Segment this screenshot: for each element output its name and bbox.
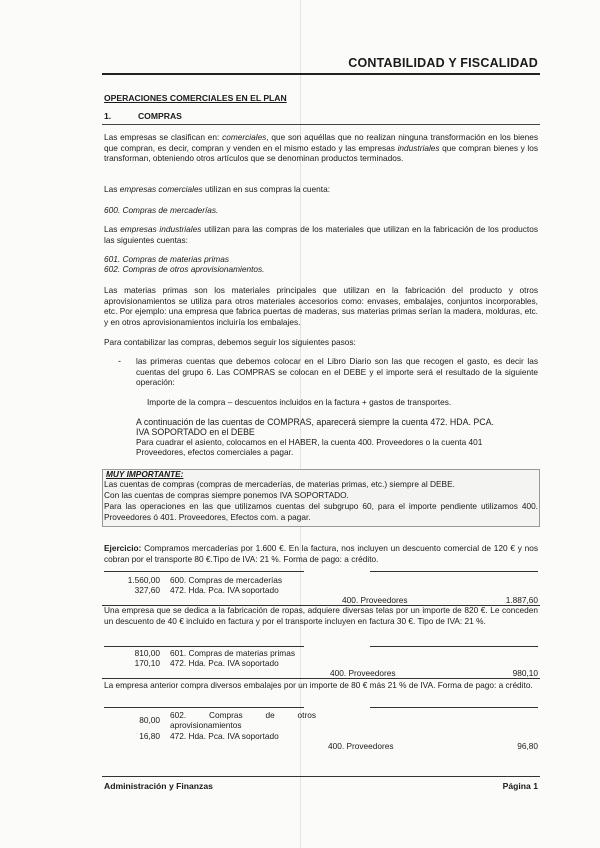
- intro-paragraph-3: Las empresas industriales utilizan para las compras de los materiales que utilizan en la fabricación de los productos las siguientes cuentas:: [104, 224, 539, 245]
- entry2-debit1-amount: 810,00: [134, 648, 160, 658]
- entry2-credit-account: 400. Proveedores: [330, 668, 396, 678]
- entry3-credit-account: 400. Proveedores: [328, 741, 394, 751]
- account-600: 600. Compras de mercaderías.: [104, 205, 219, 215]
- entry2-debit2-amount: 170,10: [134, 658, 160, 668]
- important-line-2: Con las cuentas de compras siempre ponemos IVA SOPORTADO.: [104, 490, 349, 500]
- intro-paragraph-5: Para contabilizar las compras, debemos seguir los siguientes pasos:: [104, 337, 356, 347]
- step-3-line-2: Proveedores, efectos comerciales a pagar.: [136, 447, 294, 457]
- intro-paragraph-1: Las empresas se clasifican en: comerciales, que son aquéllas que no realizan ninguna transformación en los bienes que compran, es decir, compran y venden en el mismo estado y las empresas industriales que compran bienes y los transforman, obteniendo otros artículos que se denominan productos terminados.: [104, 132, 538, 164]
- subsection-title: [104, 111, 182, 121]
- step-3-line-1: Para cuadrar el asiento, colocamos en el HABER, la cuenta 400. Proveedores o la cuenta 401: [136, 437, 483, 447]
- subsection-number: 1.: [104, 111, 112, 121]
- footer-page-number: Página 1: [502, 781, 538, 791]
- step-bullet: -: [118, 356, 121, 366]
- intro-paragraph-2: Las empresas comerciales utilizan en sus compras la cuenta:: [104, 184, 330, 194]
- entry2-credit-amount: 980,10: [512, 668, 538, 678]
- entry1-debit2-account: 472. Hda. Pca. IVA soportado: [170, 585, 279, 595]
- entry3-debit1-account-line-2: aprovisionamientos: [170, 720, 242, 730]
- account-601: 601. Compras de materias primas: [104, 254, 229, 264]
- entry1-debit1-account: 600. Compras de mercaderías: [170, 575, 283, 585]
- intro-paragraph-4: Las materias primas son los materiales principales que utilizan en la fabricación del producto y otros aprovisionamientos se utiliza para otros materiales accesorios como: envases, embalajes, conjuntos incorporables, etc. Por ejemplo: una empresa que fabrica puertas de maderas, sus materias primas serían la madera, molduras, etc. y en otros aprovisionamientos incluiría los embalajes.: [104, 285, 538, 327]
- exercise-statement: Ejercicio: Compramos mercaderías por 1.600 €. En la factura, nos incluyen un descuento comercial de 120 € y nos cobran por el transporte 80 €.Tipo de IVA: 21 %. Forma de pago: a crédito.: [104, 543, 538, 564]
- entry1-credit-amount: 1.887,60: [505, 595, 538, 605]
- entry1-debit2-amount: 327,60: [134, 585, 160, 595]
- footer-left: Administración y Finanzas: [104, 781, 213, 791]
- section-title: OPERACIONES COMERCIALES EN EL PLAN: [104, 93, 287, 103]
- journal-rule-3-left: [104, 707, 304, 708]
- entry2-debit2-account: 472. Hda. Pca. IVA soportado: [170, 658, 279, 668]
- journal-rule-2-left: [104, 646, 304, 647]
- step-2-line-2: IVA SOPORTADO en el DEBE: [136, 427, 255, 437]
- important-line-1: Las cuentas de compras (compras de mercaderías, de materias primas, etc.) siempre al DEBE.: [104, 479, 455, 489]
- step-2-line-1: A continuación de las cuentas de COMPRAS, aparecerá siempre la cuenta 472. HDA. PCA.: [136, 417, 494, 427]
- entry1-debit1-amount: 1.560,00: [127, 575, 160, 585]
- journal-rule-2-right: [370, 646, 538, 647]
- entry3-debit1-account: 602. Compras de otros: [170, 710, 316, 720]
- journal-rule-1-right: [370, 571, 538, 572]
- journal-rule-1-left: [104, 571, 304, 572]
- entry1-credit-account: 400. Proveedores: [342, 595, 408, 605]
- account-602: 602. Compras de otros aprovisionamientos.: [104, 264, 265, 274]
- important-title: MUY IMPORTANTE:: [106, 469, 184, 479]
- important-line-3: Para las operaciones en las que utilizamos cuentas del subgrupo 60, para el importe pendiente utilizamos 400. Proveedores ó 401. Proveedores, Efectos com. a pagar.: [104, 501, 538, 522]
- step-1: las primeras cuentas que debemos colocar en el Libro Diario son las que recogen el gasto, es decir las cuentas del grupo 6. Las COMPRAS se colocan en el DEBE y el importe será el resultado de la siguiente operación:: [136, 356, 538, 388]
- entry3-debit2-amount: 16,80: [139, 731, 160, 741]
- entry2-debit1-account: 601. Compras de materias primas: [170, 648, 295, 658]
- step-formula: Importe de la compra – descuentos incluidos en la factura + gastos de transportes.: [147, 397, 452, 407]
- footer-rule: [102, 776, 540, 777]
- entry3-debit1-amount: 80,00: [139, 715, 160, 725]
- header-title: CONTABILIDAD Y FISCALIDAD: [348, 56, 538, 70]
- subsection-label: COMPRAS: [137, 111, 182, 121]
- subsection-rule: [102, 124, 540, 125]
- exercise-2-statement: Una empresa que se dedica a la fabricación de ropas, adquiere diversas telas por un importe de 820 €. Le conceden un descuento de 40 € incluido en factura y por el transporte incluyen en factura 30 €. Tipo de IVA: 21 %.: [104, 605, 538, 626]
- header-rule: [102, 73, 540, 75]
- exercise-3-statement: La empresa anterior compra diversos embalajes por un importe de 80 € más 21 % de IVA. Forma de pago: a crédito.: [104, 680, 533, 690]
- entry3-credit-amount: 96,80: [517, 741, 538, 751]
- journal-rule-2-bottom: [102, 678, 540, 679]
- journal-rule-3-right: [370, 707, 538, 708]
- entry3-debit2-account: 472. Hda. Pca. IVA soportado: [170, 731, 279, 741]
